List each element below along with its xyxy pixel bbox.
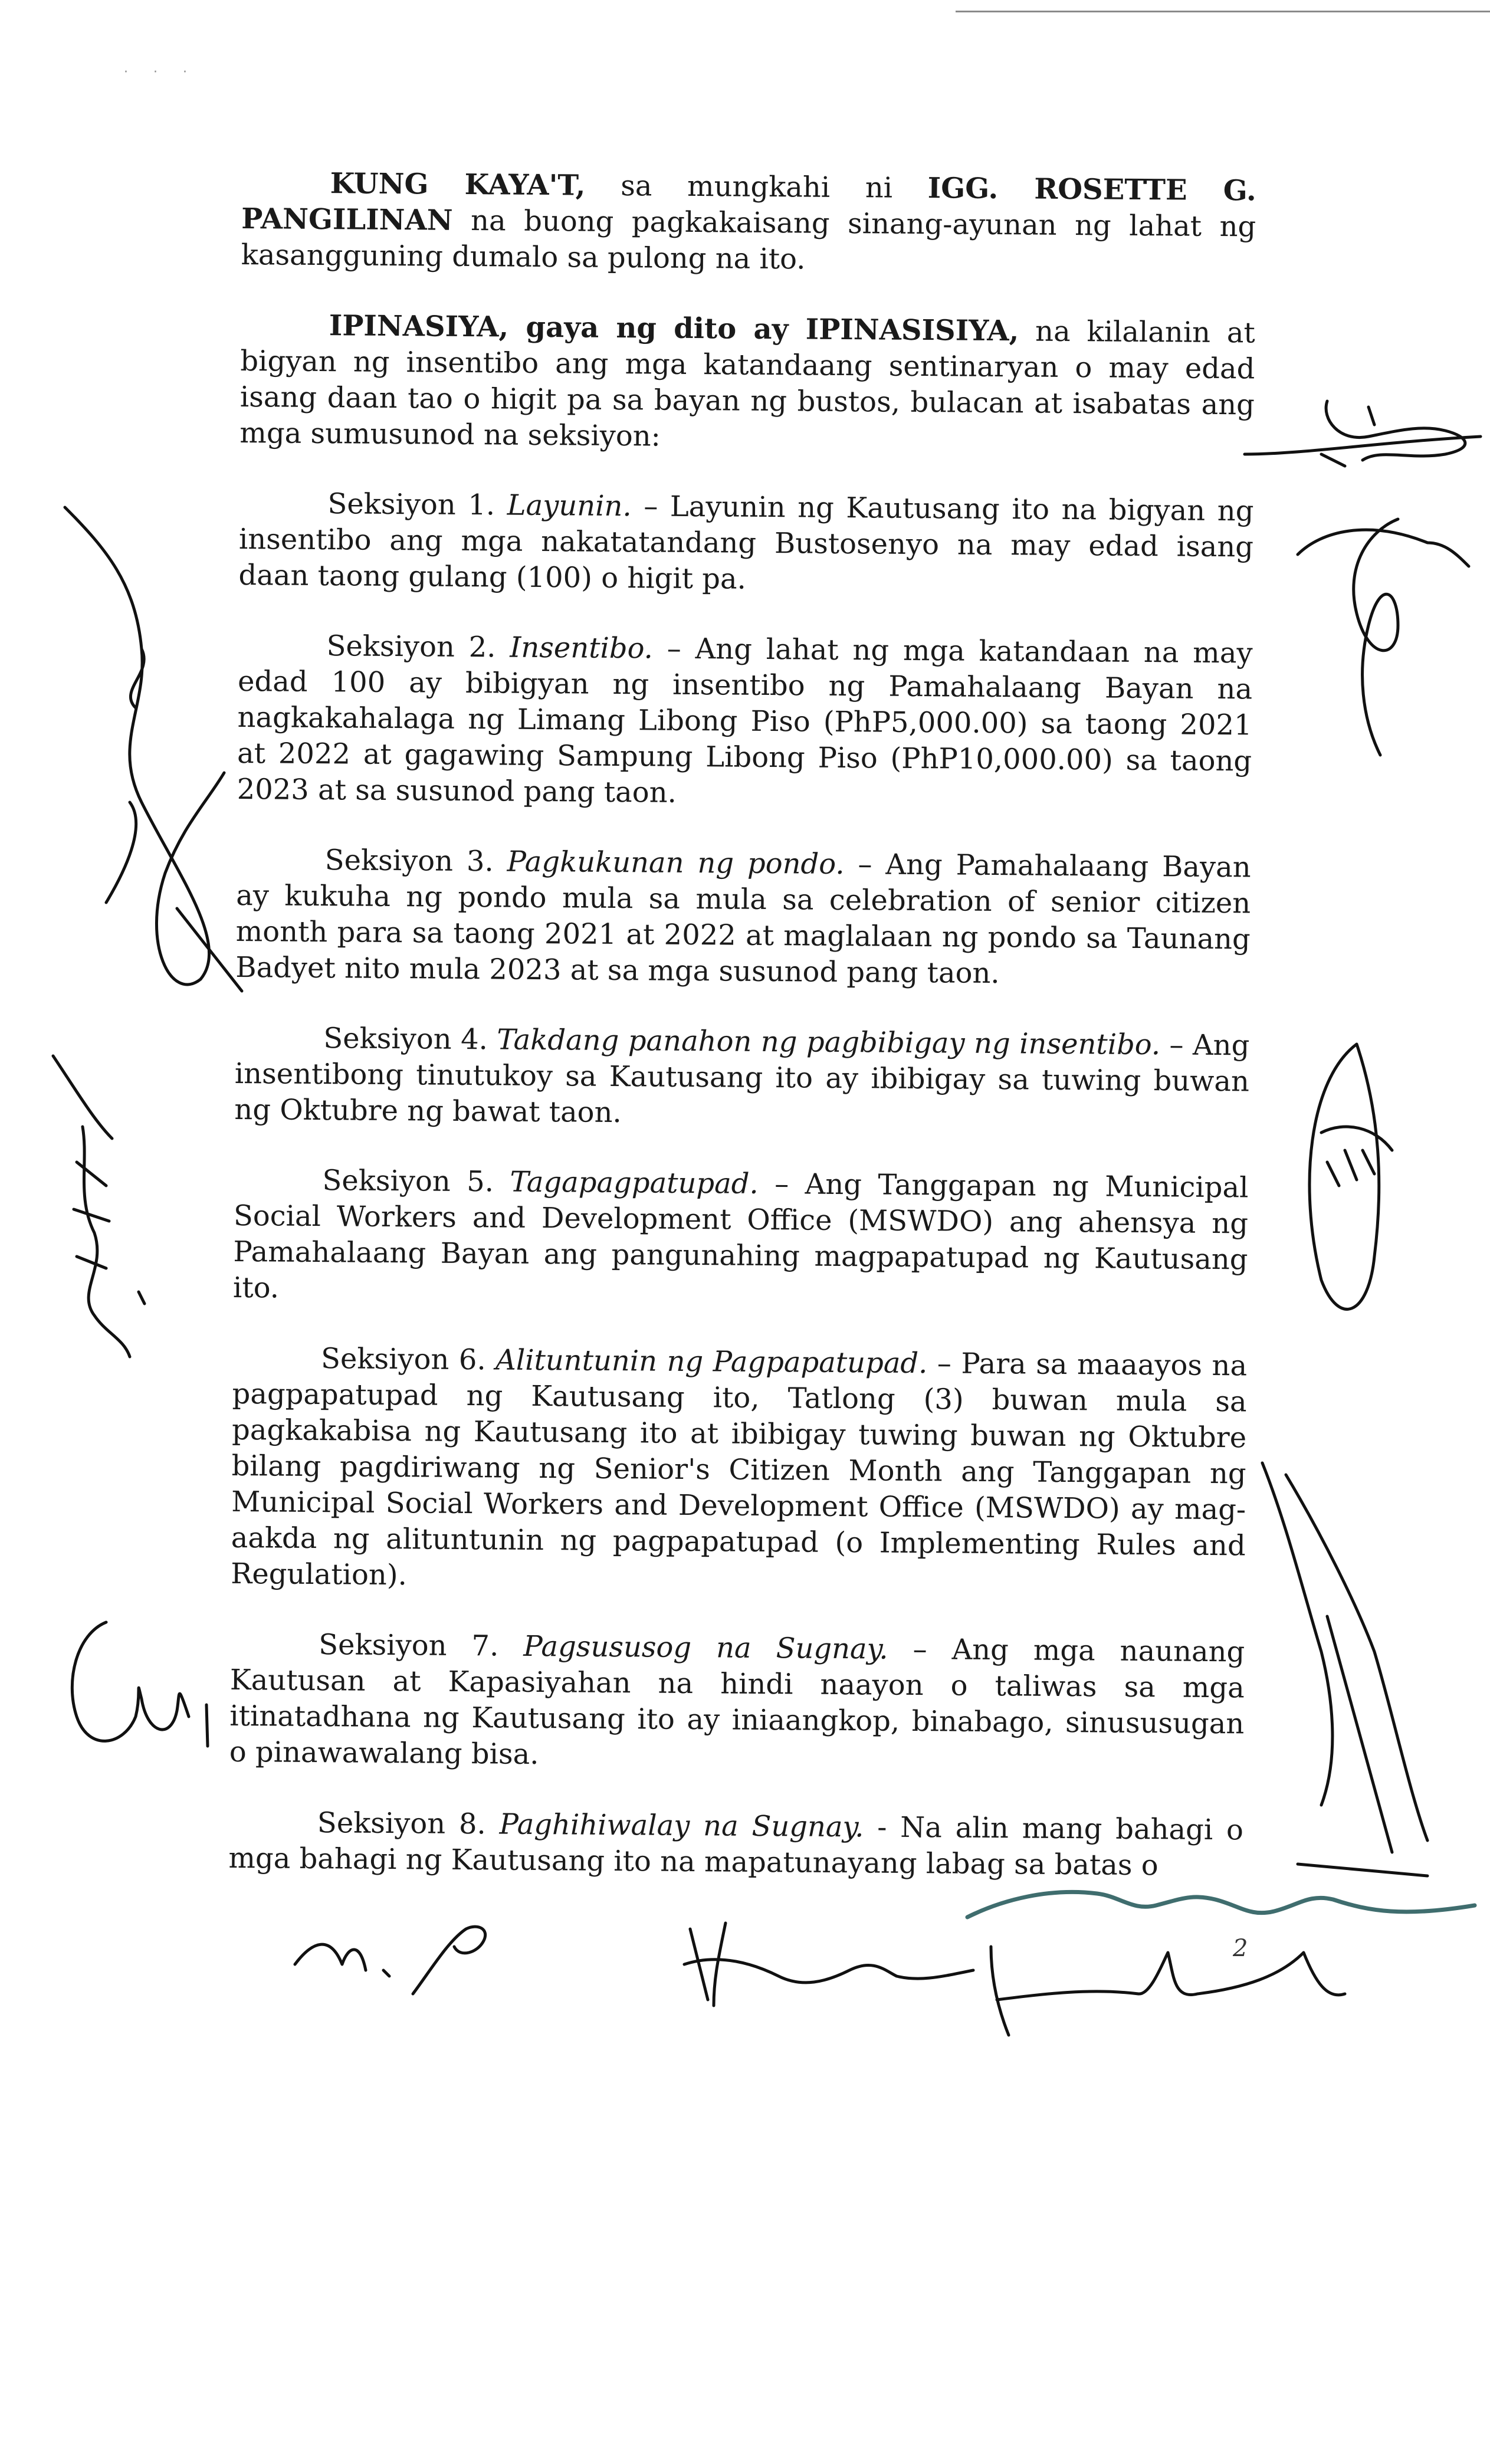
- section-label: Seksiyon 5.: [322, 1164, 494, 1199]
- decision-paragraph: [239, 307, 1255, 460]
- scan-edge-line: [956, 11, 1490, 12]
- section-label: Seksiyon 1.: [327, 487, 495, 522]
- section-title: Tagapagpatupad.: [510, 1165, 759, 1200]
- signature-left-scribble: [41, 1044, 159, 1374]
- intro-paragraph: [241, 165, 1256, 281]
- section-4: [234, 1020, 1249, 1136]
- signature-right-top: [1233, 383, 1486, 478]
- signature-right-oval: [1286, 1032, 1416, 1327]
- intro-mid: sa mungkahi ni: [585, 169, 928, 205]
- section-title: Alituntunin ng Pagpapatupad.: [495, 1343, 928, 1380]
- ordinance-body: [228, 165, 1256, 1884]
- section-body: – Para sa maaayos na pagpapatupad ng Kautusang ito, Tatlong (3) buwan mula sa pagkakabisa ng Kautusang ito at ibibigay tuwing buwan ng Oktubre bilang pagdiriwang ng Senior's Citizen Month ang Tanggapan ng Municipal Social Workers and Development Office (MSWDO) ay mag-aakda ng alituntunin ng pagpapatupad (o Implementing Rules and Regulation).: [231, 1347, 1248, 1592]
- section-title: Insentibo.: [510, 631, 654, 665]
- section-label: Seksiyon 2.: [326, 629, 496, 664]
- section-label: Seksiyon 6.: [320, 1342, 486, 1377]
- section-body: – Layunin ng Kautusang ito na bigyan ng insentibo ang mga nakatatandang Bustosenyo na may edad isang daan taong gulang (100) o higit pa.: [238, 490, 1254, 596]
- section-body: – Ang insentibong tinutukoy sa Kautusang ito ay ibibigay sa tuwing buwan ng Oktubre ng bawat taon.: [234, 1028, 1250, 1130]
- section-title: Layunin.: [507, 488, 632, 523]
- page-number: 2: [1233, 1935, 1248, 1962]
- section-body: – Ang mga naunang Kautusan at Kapasiyahan na hindi naayon o taliwas sa mga itinatadhana ng Kautusang ito ay iniaangkop, binabago, sinususugan o pinawawalang bisa.: [229, 1632, 1245, 1771]
- section-title: Pagsususog na Sugnay.: [523, 1629, 888, 1666]
- section-body: – Ang Tanggapan ng Municipal Social Workers and Development Office (MSWDO) ang ahensya ng Pamahalaang Bayan ang pangunahing magpapatupad ng Kautusang ito.: [232, 1167, 1249, 1305]
- signature-left-bottom: [53, 1610, 218, 1764]
- signature-left-tall: [53, 496, 248, 1015]
- section-title: Pagkukunan ng pondo.: [507, 845, 845, 881]
- section-8: [228, 1804, 1243, 1885]
- signature-bottom-2: [672, 1905, 979, 2012]
- section-label: Seksiyon 7.: [319, 1628, 499, 1663]
- section-title: Takdang panahon ng pagbibigay ng insentibo.: [497, 1023, 1161, 1062]
- section-label: Seksiyon 3.: [324, 844, 494, 878]
- section-1: [238, 485, 1253, 602]
- section-title: Paghihiwalay na Sugnay.: [499, 1807, 864, 1844]
- section-7: [229, 1626, 1245, 1779]
- scan-specks: · · ·: [124, 65, 198, 80]
- signature-bottom-1: [277, 1905, 549, 2006]
- section-body: – Ang Pamahalaang Bayan ay kukuha ng pondo mula sa mula sa celebration of senior citizen month para sa taong 2021 at 2022 at maglalaan ng pondo sa Taunang Badyet nito mula 2023 at sa mga susunod pang taon.: [235, 848, 1251, 990]
- section-2: [237, 628, 1252, 815]
- section-3: [235, 842, 1251, 994]
- intro-lead: KUNG KAYA'T,: [330, 167, 586, 202]
- section-body: - Na alin mang bahagi o mga bahagi ng Kautusang ito na mapatunayang labag sa batas o: [228, 1810, 1244, 1882]
- decision-rest: na kilalanin at bigyan ng insentibo ang mga katandaang sentinaryan o may edad isang daan tao o higit pa sa bayan ng bustos, bulacan at isabatas ang mga sumusunod na seksiyon:: [239, 314, 1256, 453]
- proponent-name: IGG. ROSETTE G. PANGILINAN: [241, 172, 1256, 237]
- decision-lead: IPINASIYA, gaya ng dito ay IPINASISIYA,: [329, 309, 1019, 348]
- signature-right-bottom: [1251, 1439, 1445, 1888]
- section-5: [233, 1162, 1249, 1314]
- section-body: – Ang lahat ng mga katandaan na may edad 100 ay bibigyan ng insentibo ng Pamahalaang Bayan na nagkakahalaga ng Limang Libong Piso (PhP5,000.00) sa taong 2021 at 2022 at gagawing Sampung Libong Piso (PhP10,000.00) sa taong 2023 at sa susunod pang taon.: [237, 632, 1253, 809]
- section-6: [231, 1340, 1247, 1600]
- signature-bottom-3: [973, 1929, 1351, 2047]
- section-label: Seksiyon 8.: [317, 1806, 487, 1841]
- section-label: Seksiyon 4.: [323, 1022, 488, 1057]
- signature-right-loop: [1280, 507, 1475, 767]
- intro-rest: na buong pagkakaisang sinang-ayunan ng lahat ng kasangguning dumalo sa pulong na ito.: [241, 204, 1256, 276]
